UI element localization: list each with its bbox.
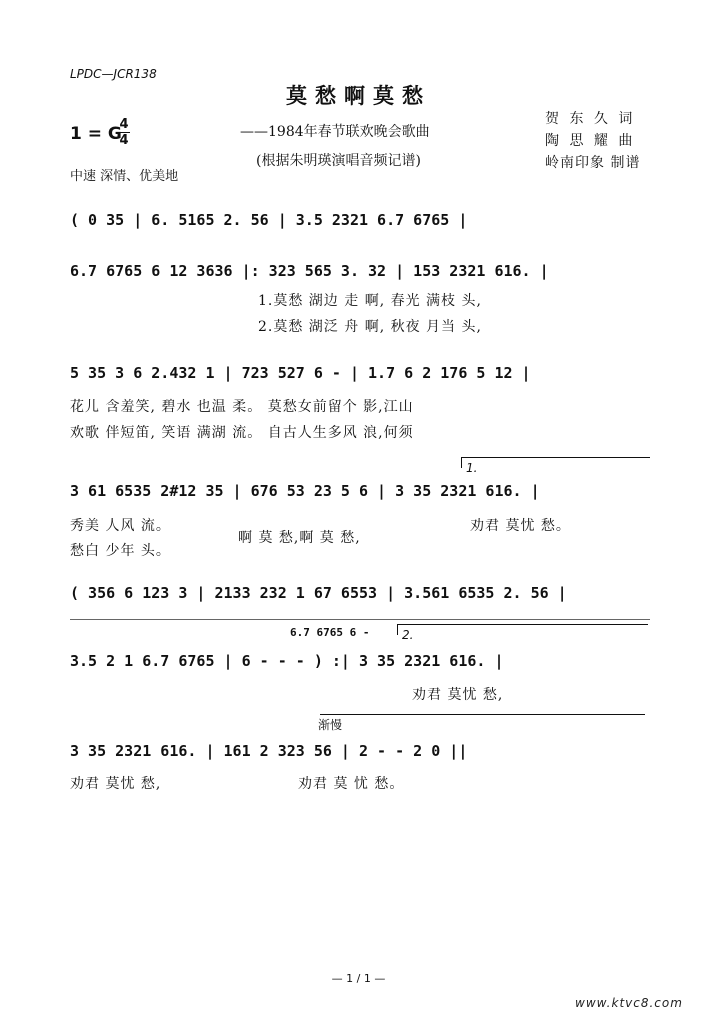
music-line-5: ( 356 6 123 3 | 2133 232 1 67 6553 | 3.561 6535 2. 56 | [70,584,567,602]
music-line-7: 3 35 2321 616. | 161 2 323 56 | 2 - - 2 0 || [70,742,468,760]
music-line-2: 6.7 6765 6 12 3636 |: 323 565 3. 32 | 153 2321 616. | [70,262,549,280]
time-bottom: 4 [119,133,129,148]
time-signature [118,118,130,147]
ritardando-marking: 渐慢 [318,718,343,732]
second-ending-bracket [397,624,648,642]
lyric-line-4-shared: 啊 莫 愁,啊 莫 愁, [238,530,361,546]
lyric-line-3-verse-2: 欢歌 伴短笛, 笑语 满湖 流。 自古人生多风 浪,何须 [70,425,414,441]
first-ending-bracket [461,457,650,475]
song-subtitle: ——1984年春节联欢晚会歌曲 [240,124,430,140]
music-line-1: ( 0 35 | 6. 5165 2. 56 | 3.5 2321 6.7 6765 | [70,211,468,229]
song-title: 莫愁啊莫愁 [286,83,431,108]
music-line-6: 3.5 2 1 6.7 6765 | 6 - - - ) :| 3 35 2321 616. | [70,652,504,670]
lyric-line-3-verse-1: 花儿 含羞笑, 碧水 也温 柔。 莫愁女前留个 影,江山 [70,399,414,415]
tempo-marking: 中速 深情、优美地 [70,169,179,184]
lyric-line-7-b: 劝君 莫 忧 愁。 [298,776,405,792]
lyric-line-6: 劝君 莫忧 愁, [412,687,504,703]
lyric-line-2-verse-2: 2.莫愁 湖泛 舟 啊, 秋夜 月当 头, [258,319,482,335]
alternate-passage: 6.7 6765 6 - [290,626,370,639]
ritardando-line [320,714,645,715]
lyric-line-4-verse-2: 愁白 少年 头。 [70,543,171,559]
composer-credit: 陶 思 耀 曲 [545,133,636,149]
music-line-3: 5 35 3 6 2.432 1 | 723 527 6 - | 1.7 6 2 176 5 12 | [70,364,531,382]
lyric-line-4-verse-1: 秀美 人风 流。 [70,518,171,534]
page-number: — 1 / 1 — [331,972,386,985]
second-ending-label: 2. [402,628,414,642]
lyricist-credit: 贺 东 久 词 [545,111,636,127]
key-signature: 1 = G [70,124,122,144]
score-code: LPDC—JCR138 [70,67,157,81]
system-divider [70,619,650,620]
lyric-line-4-first-ending: 劝君 莫忧 愁。 [470,518,571,534]
first-ending-label: 1. [466,461,478,475]
music-line-4: 3 61 6535 2#12 35 | 676 53 23 5 6 | 3 35 2321 616. | [70,482,540,500]
lyric-line-7-a: 劝君 莫忧 愁, [70,776,162,792]
time-top: 4 [119,117,129,132]
transcription-note: (根据朱明瑛演唱音频记谱) [256,153,421,169]
transcriber-credit: 岭南印象 制谱 [545,155,641,171]
lyric-line-2-verse-1: 1.莫愁 湖边 走 啊, 春光 满枝 头, [258,293,482,309]
website-watermark: www.ktvc8.com [575,996,683,1010]
